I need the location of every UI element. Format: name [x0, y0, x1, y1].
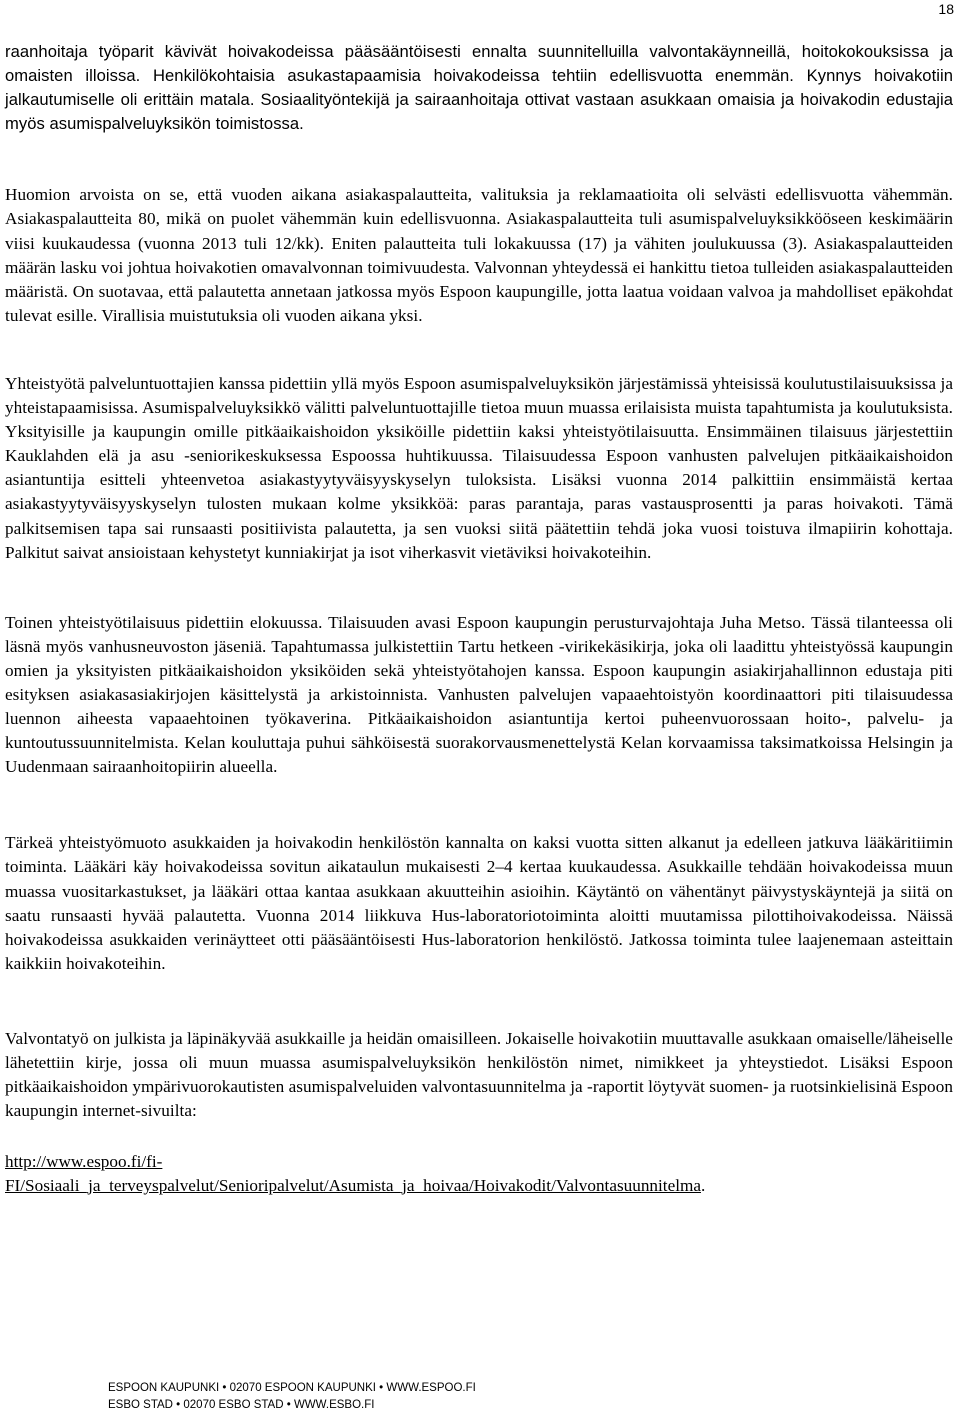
link-trailing-period: .	[700, 1176, 706, 1196]
paragraph-cooperation-events: Yhteistyötä palveluntuottajien kanssa pidettiin yllä myös Espoon asumispalveluyksikön järjestämissä yhteisissä koulutustilaisuuksissa ja yhteistapaamisissa. Asumispalveluyksikkö välitti palveluntuottajille tietoa muun muassa erilaisista muista tapahtumista ja koulutuksista. Yksityisille ja kaupungin omille pitkäaikaishoidon yksiköille pidettiin kaksi yhteistyötilaisuutta. Ensimmäinen tilaisuus järjestettiin Kauklahden elä ja asu -seniorikeskuksessa Espoossa huhtikuussa. Tilaisuudessa Espoon vanhusten palvelujen pitkäaikaishoidon asiantuntija esitteli yhteenvetoa asiakastyytyväisyyskyselyn tuloksista. Lisäksi vuonna 2014 palkittiin ensimmäistä kertaa asiakastyytyväisyyskyselyn tulosten mukaan kolme yksikköä: paras parantaja, paras vastausprosentti ja paras hoivakoti. Tämä palkitsemisen tapa sai runsaasti positiivista palautetta, ja sen vuoksi siitä päätettiin tehdä joka vuosi toistuva ilmapiirin kohottaja. Palkitut saivat ansioistaan kehystetyt kunniakirjat ja isot viherkasvit vietäviksi hoivakoteihin.	[5, 373, 953, 562]
document-body	[5, 40, 953, 1198]
paragraph-home-visits: raanhoitaja työparit kävivät hoivakodeissa pääsääntöisesti ennalta suunnitelluilla valvontakäynneillä, hoitokokouksissa ja omaisten illoissa. Henkilökohtaisia asukastapaamisia hoivakodeissa tehtiin edellisvuotta enemmän. Kynnys hoivakotiin jalkautumiselle oli erittäin matala. Sosiaalityöntekijä ja sairaanhoitaja ottivat vastaan asukkaan omaisia ja hoivakodin edustajia myös asumispalveluyksikön toimistossa.	[5, 42, 953, 134]
supervision-plan-link-line-2[interactable]: FI/Sosiaali_ja_terveyspalvelut/Senioripalvelut/Asumista_ja_hoivaa/Hoivakodit/Valvontasuunnitelma	[5, 1176, 701, 1196]
supervision-plan-link-line-1[interactable]: http://www.espoo.fi/fi-	[5, 1152, 163, 1172]
paragraph-second-event: Toinen yhteistyötilaisuus pidettiin elokuussa. Tilaisuuden avasi Espoon kaupungin perusturvajohtaja Juha Metso. Tässä tilanteessa oli läsnä myös vanhusneuvoston jäseniä. Tapahtumassa julkistettiin Tartu hetkeen -virikekäsikirja, joka oli laadittu yhteistyössä kaupungin omien ja yksityisten pitkäaikaishoidon yksiköiden sekä yhteistyötahojen kanssa. Espoon kaupungin asiakirjahallinnon edustaja piti esityksen asiakasasiakirjojen käsittelystä ja arkistoinnista. Vanhusten palvelujen vapaaehtoistyön koordinaattori piti tilaisuudessa luennon aiheesta vapaaehtoinen työkaverina. Pitkäaikaishoidon asiantuntija kertoi puheenvuorossaan hoito-, palvelu- ja kuntoutussuunnitelmista. Kelan kouluttaja puhui sähköisestä suorakorvausmenettelystä Kelan korvaamissa taksimatkoissa Helsingin ja Uudenmaan sairaanhoitopiirin alueella.	[5, 612, 953, 777]
paragraph-customer-feedback: Huomion arvoista on se, että vuoden aikana asiakaspalautteita, valituksia ja reklamaatioita oli selvästi edellisvuotta vähemmän. Asiakaspalautteita 80, mikä on puolet vähemmän kuin edellisvuonna. Asiakaspalautteita tuli asumispalveluyksikkööseen keskimäärin viisi kuukaudessa (vuonna 2013 tuli 12/kk). Eniten palautteita tuli lokakuussa (17) ja vähiten joulukuussa (3). Asiakaspalautteiden määrän lasku voi johtua hoivakotien omavalvonnan toimivuudesta. Valvonnan yhteydessä ei hankittu tietoa tulleiden asiakaspalautteiden määristä. On suotavaa, että palautetta annetaan jatkossa myös Espoon kaupungille, jotta laatua voidaan valvoa ja mahdolliset epäkohdat tulevat esille. Virallisia muistutuksia oli vuoden aikana yksi.	[5, 185, 953, 325]
paragraph-doctor-team: Tärkeä yhteistyömuoto asukkaiden ja hoivakodin henkilöstön kannalta on kaksi vuotta sitten alkanut ja edelleen jatkuva lääkäritiimin toiminta. Lääkäri käy hoivakodeissa sovitun aikataulun mukaisesti 2–4 kertaa kuukaudessa. Asukkaille tehdään hoivakodeissa muun muassa vuositarkastukset, ja lääkäri ottaa kantaa asukkaan akuutteihin asioihin. Käytäntö on vähentänyt päivystyskäyntejä ja siitä on saatu runsaasti hyvää palautetta. Vuonna 2014 liikkuva Hus-laboratoriotoiminta aloitti muutamissa pilottihoivakodeissa. Näissä hoivakodeissa asukkaiden verinäytteet otti pääsääntöisesti Hus-laboratorion henkilöstö. Jatkossa toiminta tulee laajenemaan asteittain kaikkiin hoivakoteihin.	[5, 833, 953, 973]
supervision-plan-link-line-2-wrapper	[5, 1176, 705, 1195]
paragraph-public-supervision: Valvontatyö on julkista ja läpinäkyvää asukkaille ja heidän omaisilleen. Jokaiselle hoivakotiin muuttavalle asukkaan omaiselle/läheiselle lähetettiin kirje, jossa oli muun muassa asumispalveluyksikön henkilöstön nimet, nimikkeet ja yhteystiedot. Lisäksi Espoon pitkäaikaishoidon ympärivuorokautisten asumispalveluiden valvontasuunnitelma ja -raportit löytyvät suomen- ja ruotsinkielisinä Espoon kaupungin internet-sivuilta:	[5, 1028, 953, 1121]
footer-line-finnish: ESPOON KAUPUNKI • 02070 ESPOON KAUPUNKI • WWW.ESPOO.FI	[108, 1382, 476, 1394]
footer-line-swedish: ESBO STAD • 02070 ESBO STAD • WWW.ESBO.FI	[108, 1399, 375, 1411]
page-number: 18	[938, 1, 954, 17]
page-footer	[108, 1380, 476, 1414]
supervision-plan-link-block	[5, 1150, 953, 1198]
